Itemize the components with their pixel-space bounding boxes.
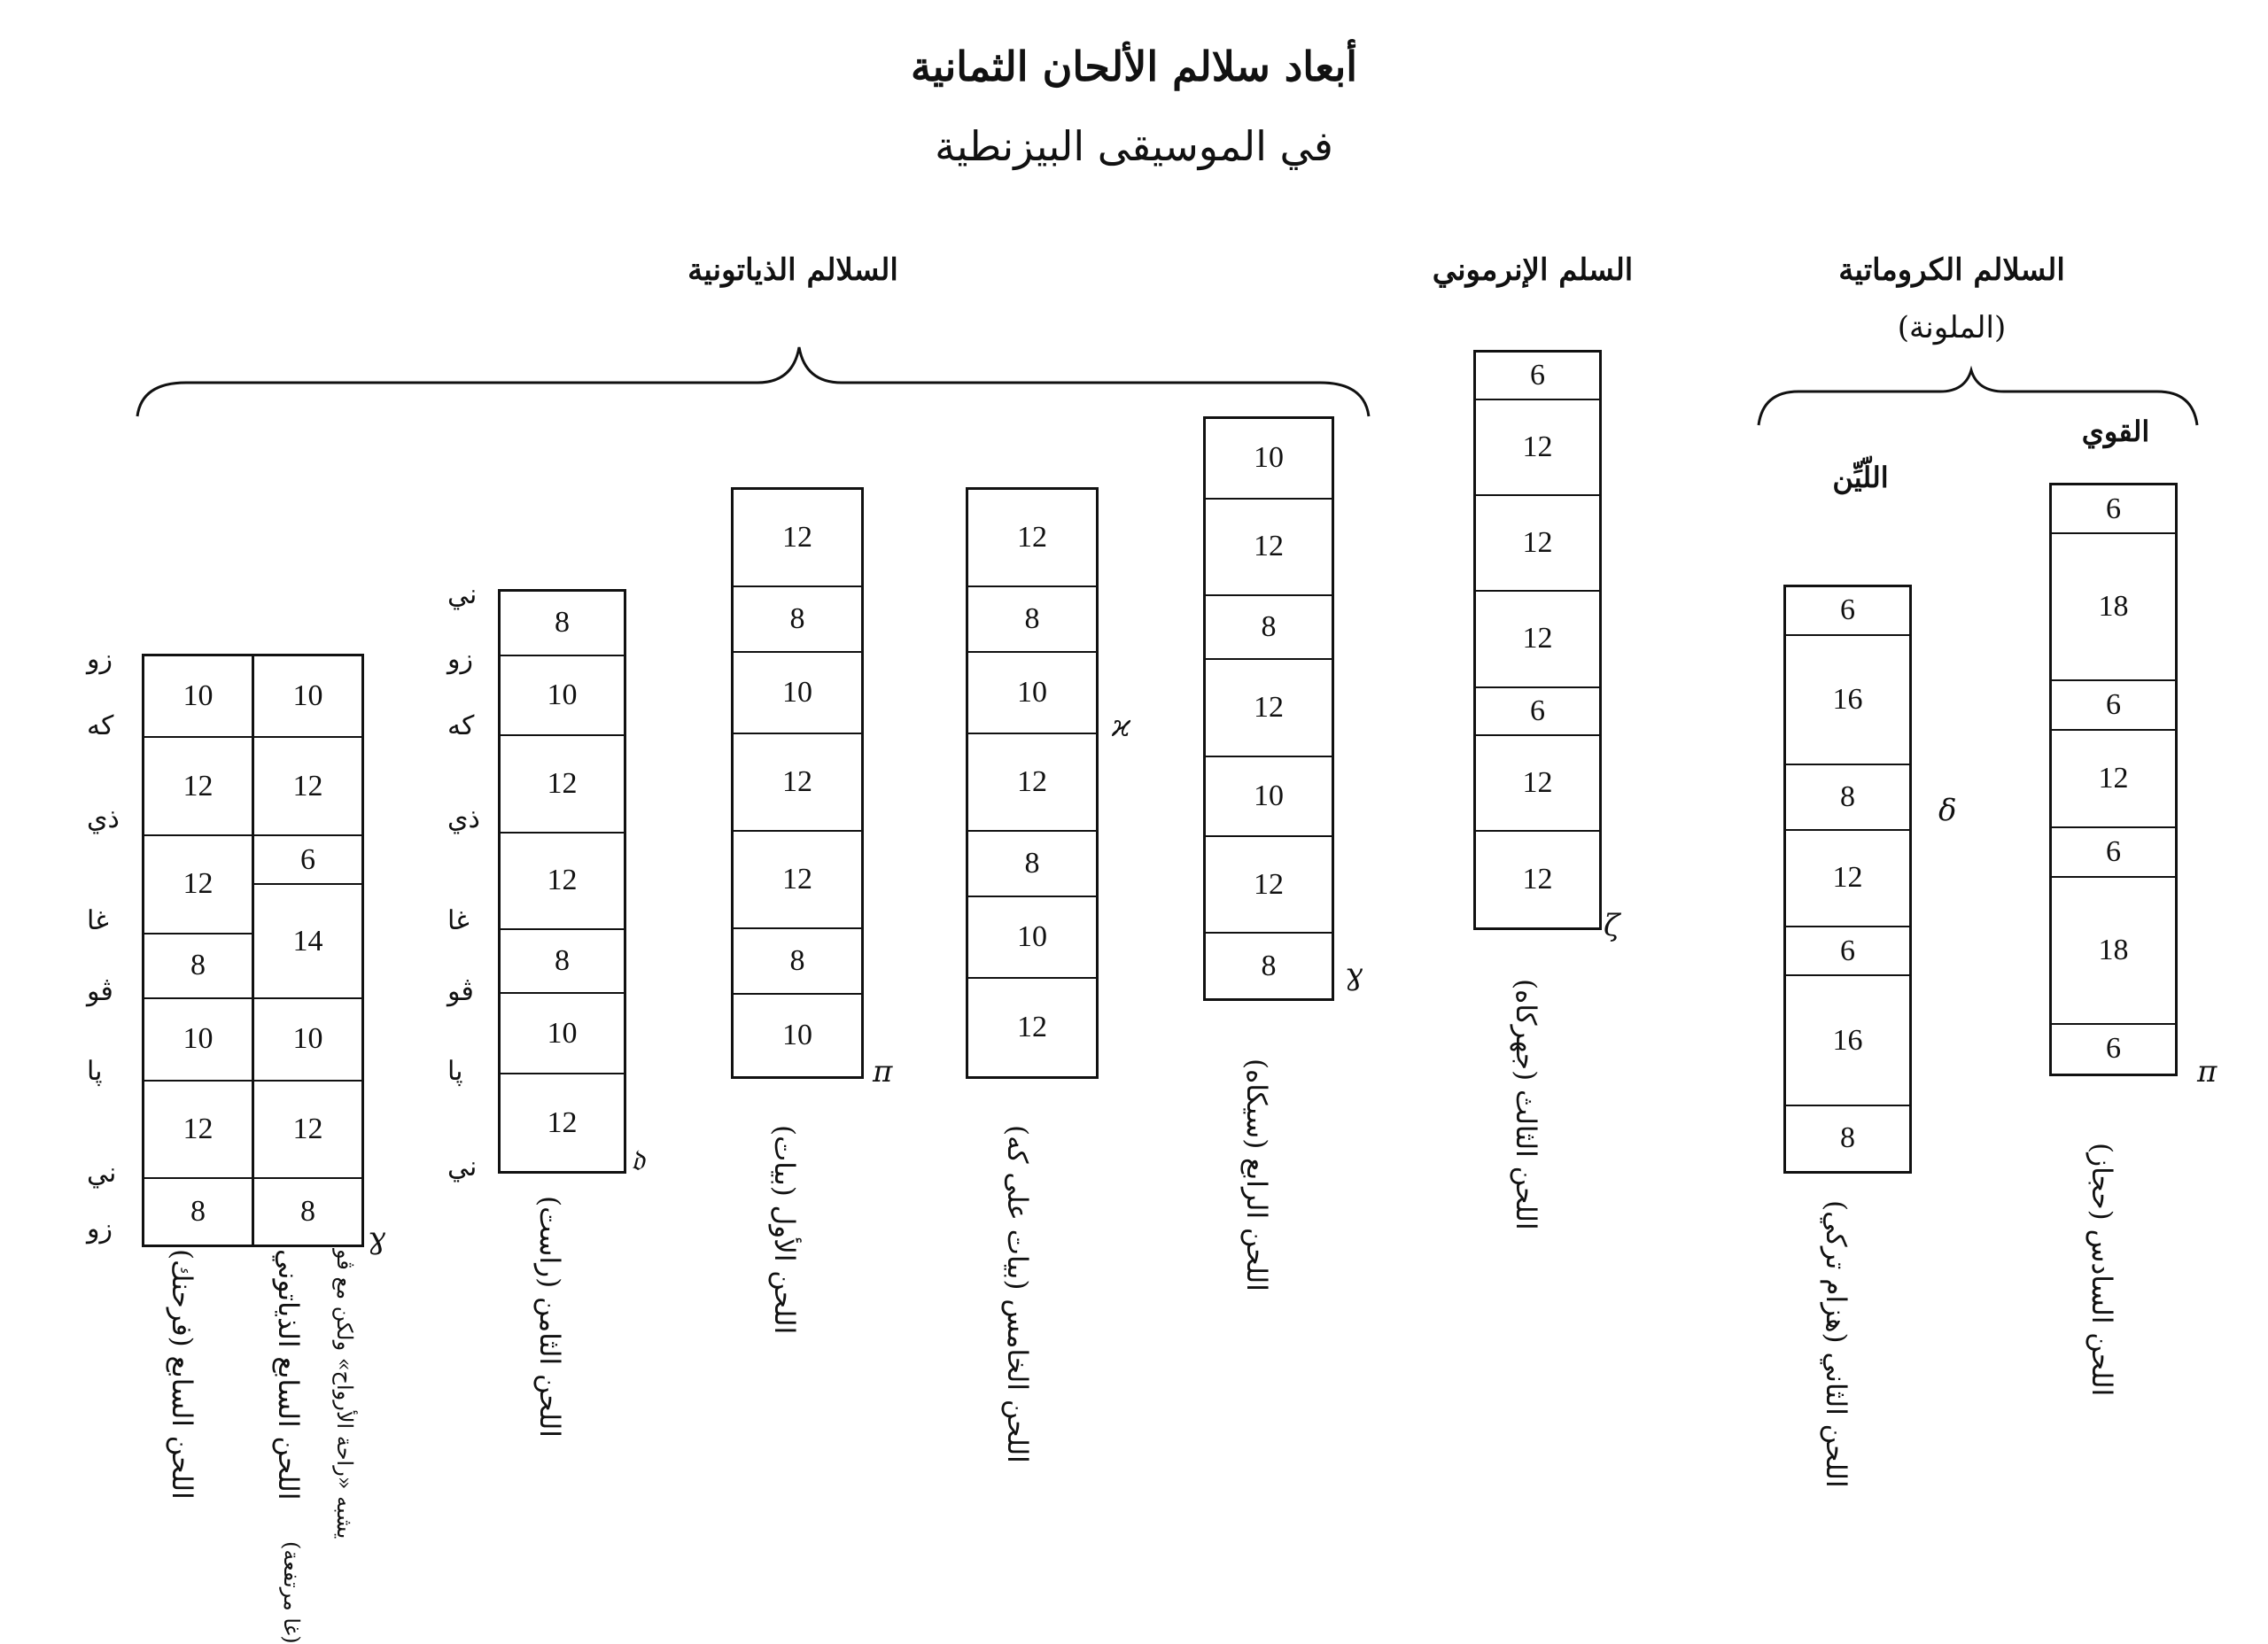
mode-name-fourth: اللحن الرابع (سيكاه) xyxy=(1240,1059,1272,1291)
interval-cell: 10 xyxy=(782,1019,812,1052)
interval-cell: 12 xyxy=(1476,496,1599,592)
interval-cell: 6 xyxy=(1476,353,1599,400)
martyria-sign-first: π xyxy=(873,1054,893,1090)
interval-cell: 12 xyxy=(1206,837,1332,934)
interval-cell: 6 xyxy=(2052,485,2175,534)
martyria-sign-second: δ xyxy=(1938,793,1957,828)
interval-cell: 16 xyxy=(1786,636,1909,765)
mode-name-fifth: اللحن الخامس (بيات على كه) xyxy=(1001,1125,1033,1463)
mode-name-eighth: اللحن الثامن (راست) xyxy=(533,1196,565,1438)
interval-cell: 8 xyxy=(1840,1121,1855,1155)
interval-cell: 10 xyxy=(1206,757,1332,838)
interval-cell: 8 xyxy=(734,587,861,653)
interval-cell: 10 xyxy=(144,656,252,738)
scale-column-second xyxy=(1783,585,1912,1174)
interval-cell: 10 xyxy=(968,897,1096,979)
interval-cell: 14 xyxy=(254,885,361,999)
scale-column-seventh-diatonic xyxy=(252,654,364,1247)
interval-cell: 12 xyxy=(144,738,252,836)
brace-diatonic xyxy=(137,347,1369,416)
interval-cell: 12 xyxy=(501,737,624,834)
interval-cell: 12 xyxy=(2052,731,2175,829)
note-label-left: ني xyxy=(87,1158,117,1189)
interval-cell: 12 xyxy=(734,734,861,832)
martyria-sign-seventh-diatonic: ɣ xyxy=(368,1221,386,1256)
interval-cell: 12 xyxy=(501,834,624,930)
interval-cell: 10 xyxy=(968,653,1096,734)
interval-cell: 10 xyxy=(254,656,361,738)
interval-cell: 18 xyxy=(2052,878,2175,1025)
mode-name-first: اللحن الأول (بيات) xyxy=(768,1125,800,1335)
interval-cell: 12 xyxy=(1476,736,1599,832)
note-label-eighth: زو xyxy=(447,644,473,675)
interval-cell: 12 xyxy=(1476,592,1599,687)
interval-cell: 8 xyxy=(1786,765,1909,830)
interval-cell: 10 xyxy=(501,994,624,1074)
label-soft: اللّيِّن xyxy=(1832,461,1889,494)
interval-cell: 8 xyxy=(190,1195,206,1229)
mode-name-third: اللحن الثالث (جهركاه) xyxy=(1510,979,1542,1230)
interval-cell: 8 xyxy=(501,930,624,995)
interval-cell: 6 xyxy=(254,836,361,885)
interval-cell: 12 xyxy=(144,1082,252,1180)
group-sublabel-chromatic: (الملونة) xyxy=(1897,310,2007,345)
mode-name-seventh: اللحن السابع (فرحنك) xyxy=(166,1249,198,1500)
interval-cell: 10 xyxy=(144,999,252,1081)
interval-cell: 10 xyxy=(1206,419,1332,500)
label-strong: القوي xyxy=(2081,415,2150,448)
interval-cell: 6 xyxy=(2106,1032,2121,1066)
martyria-sign-fourth: ɣ xyxy=(1345,957,1363,992)
mode-name-seventh-diatonic: اللحن السابع الذياتوني xyxy=(272,1249,304,1501)
interval-cell: 16 xyxy=(1786,976,1909,1105)
interval-cell: 12 xyxy=(734,832,861,929)
scale-column-seventh xyxy=(142,654,254,1247)
mode-name-note-seventh-diatonic: (غا مرتفعة) xyxy=(279,1541,304,1644)
interval-cell: 10 xyxy=(734,653,861,734)
page-subtitle: في الموسيقى البيزنطية xyxy=(935,122,1333,170)
martyria-sign-third: ζ xyxy=(1604,908,1620,943)
scale-column-fifth xyxy=(966,487,1099,1079)
scale-column-fourth xyxy=(1203,416,1334,1001)
interval-cell: 18 xyxy=(2052,534,2175,681)
scale-column-first xyxy=(731,487,864,1079)
interval-cell: 8 xyxy=(734,930,861,996)
martyria-sign-sixth: π xyxy=(2197,1054,2218,1090)
interval-cell: 6 xyxy=(1786,927,1909,976)
interval-cell: 8 xyxy=(1206,596,1332,661)
interval-cell: 12 xyxy=(1206,500,1332,596)
mode-name-second: اللحن الثاني (هزام تركي) xyxy=(1820,1200,1852,1488)
interval-cell: 12 xyxy=(1017,1010,1047,1043)
martyria-sign-fifth: ϰ xyxy=(1112,709,1131,744)
group-label-enharmonic: السلم الإنرموني xyxy=(1432,252,1634,288)
interval-cell: 12 xyxy=(1476,400,1599,496)
interval-cell: 8 xyxy=(1261,949,1277,982)
note-label-eighth: ذي xyxy=(447,803,480,834)
note-label-eighth: ني xyxy=(447,1152,478,1183)
page-title: أبعاد سلالم الألحان الثمانية xyxy=(910,43,1358,90)
interval-cell: 6 xyxy=(1786,587,1909,636)
brace-chromatic xyxy=(1759,370,2197,425)
interval-cell: 8 xyxy=(968,832,1096,897)
scale-column-eighth xyxy=(498,589,626,1174)
interval-cell: 8 xyxy=(300,1195,315,1229)
group-label-chromatic: السلالم الكروماتية xyxy=(1838,252,2065,288)
note-label-eighth: ني xyxy=(447,579,478,610)
interval-cell: 12 xyxy=(547,1105,578,1139)
note-label-left: پا xyxy=(87,1056,103,1087)
interval-cell: 12 xyxy=(254,1082,361,1180)
interval-cell: 12 xyxy=(968,734,1096,832)
note-label-left: زو xyxy=(87,644,113,675)
interval-cell: 12 xyxy=(1206,661,1332,757)
interval-cell: 12 xyxy=(734,490,861,587)
mode-name-sixth: اللحن السادس (حجاز) xyxy=(2085,1143,2117,1397)
note-label-eighth: كه xyxy=(447,710,475,741)
scale-column-third xyxy=(1473,350,1602,930)
interval-cell: 12 xyxy=(254,738,361,836)
interval-cell: 12 xyxy=(144,836,252,934)
interval-cell: 10 xyxy=(501,656,624,737)
note-label-left: كه xyxy=(87,710,114,741)
note-label-eighth: ڤو xyxy=(447,976,474,1007)
group-label-diatonic: السلالم الذياتونية xyxy=(687,252,898,288)
interval-cell: 12 xyxy=(1522,862,1553,896)
interval-cell: 6 xyxy=(2052,828,2175,877)
note-label-left: غا xyxy=(87,905,109,936)
interval-cell: 8 xyxy=(968,587,1096,653)
note-label-left: زو xyxy=(87,1214,113,1245)
interval-cell: 6 xyxy=(2052,681,2175,730)
interval-cell: 12 xyxy=(968,490,1096,587)
interval-cell: 12 xyxy=(1786,831,1909,928)
martyria-sign-eighth: 𝔡 xyxy=(631,1143,645,1178)
scale-column-sixth xyxy=(2049,483,2178,1076)
interval-cell: 10 xyxy=(254,999,361,1081)
note-label-eighth: پا xyxy=(447,1056,463,1087)
interval-cell: 8 xyxy=(144,934,252,1000)
interval-cell: 8 xyxy=(501,592,624,656)
interval-cell: 6 xyxy=(1476,688,1599,736)
note-label-left: ذي xyxy=(87,803,120,834)
mode-name-extra-seventh-diatonic: يشبه «راحة الأرواح» ولكن مع ڤو xyxy=(332,1249,357,1539)
note-label-eighth: غا xyxy=(447,905,470,936)
note-label-left: ڤو xyxy=(87,976,113,1007)
